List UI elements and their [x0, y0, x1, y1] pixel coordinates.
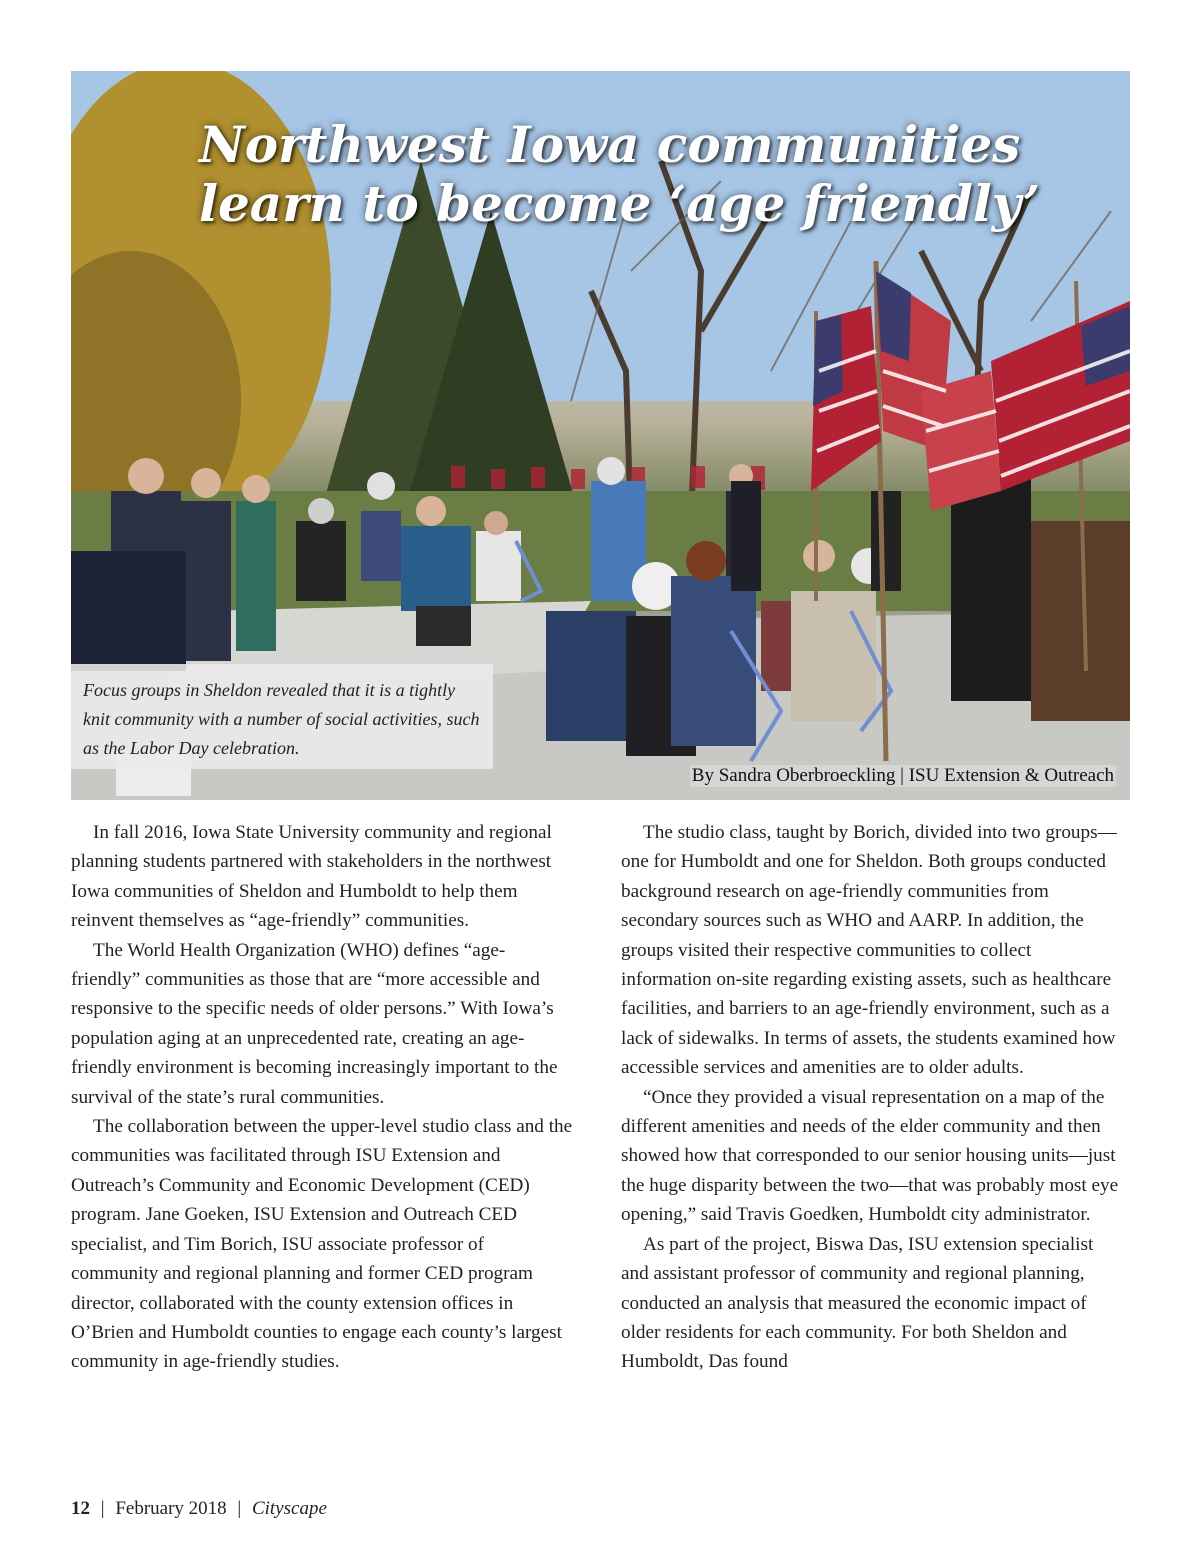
paragraph: The studio class, taught by Borich, divided into two groups—one for Humboldt and one for Sheldon. Both groups conducted background research on age-friendly communities from secondary sources such as WHO and AARP. In addition, the groups visited their respective communities to collect information on-site regarding existing assets, such as healthcare facilities, and barriers to an age-friendly environment, such as a lack of sidewalks. In terms of assets, the students examined how accessible services and amenities are to older adults. [621, 822, 1117, 1079]
headline-line-1: Northwest Iowa communities [199, 115, 1021, 174]
headline [199, 115, 1059, 233]
hero-photo [71, 71, 1130, 800]
paragraph: The World Health Organization (WHO) defines “age-friendly” communities as those that are “more accessible and responsive to the specific needs of older persons.” With Iowa’s population aging at an unprecedented rate, creating an age-friendly environment is becoming increasingly important to the survival of the state’s rural communities. [71, 939, 558, 1108]
paragraph: In fall 2016, Iowa State University community and regional planning students partnered with stakeholders in the northwest Iowa communities of Sheldon and Humboldt to help them reinvent themselves as “age-friendly” communities. [71, 822, 552, 932]
footer-separator: | [100, 1498, 105, 1519]
photo-caption: Focus groups in Sheldon revealed that it is a tightly knit community with a number of social activities, such as the Labor Day celebration. [83, 680, 480, 758]
footer-separator: | [237, 1498, 242, 1519]
issue-date: February 2018 [115, 1498, 227, 1519]
left-column [71, 818, 574, 1377]
right-column [621, 818, 1124, 1377]
paragraph: The collaboration between the upper-level studio class and the communities was facilitated through ISU Extension and Outreach’s Community and Economic Development (CED) program. Jane Goeken, ISU Extension and Outreach CED specialist, and Tim Borich, ISU associate professor of community and regional planning and former CED program director, collaborated with the county extension offices in O’Brien and Humboldt counties to engage each county’s largest community in age-friendly studies. [71, 1116, 573, 1373]
page-number: 12 [71, 1498, 90, 1519]
page-footer [71, 1498, 327, 1520]
headline-line-2: learn to become ‘age friendly’ [199, 174, 1041, 233]
publication-name: Cityscape [251, 1498, 327, 1519]
paragraph: “Once they provided a visual representation on a map of the different amenities and needs of the elder community and then showed how that corresponded to our senior housing units—just the huge disparity between the two—that was probably most eye opening,” said Travis Goedken, Humboldt city administrator. [621, 1086, 1119, 1226]
byline: By Sandra Oberbroeckling | ISU Extension & Outreach [691, 765, 1114, 786]
paragraph: As part of the project, Biswa Das, ISU extension specialist and assistant professor of community and regional planning, conducted an analysis that measured the economic impact of older residents for each community. For both Sheldon and Humboldt, Das found [621, 1233, 1094, 1373]
photo-caption-box [71, 664, 493, 769]
